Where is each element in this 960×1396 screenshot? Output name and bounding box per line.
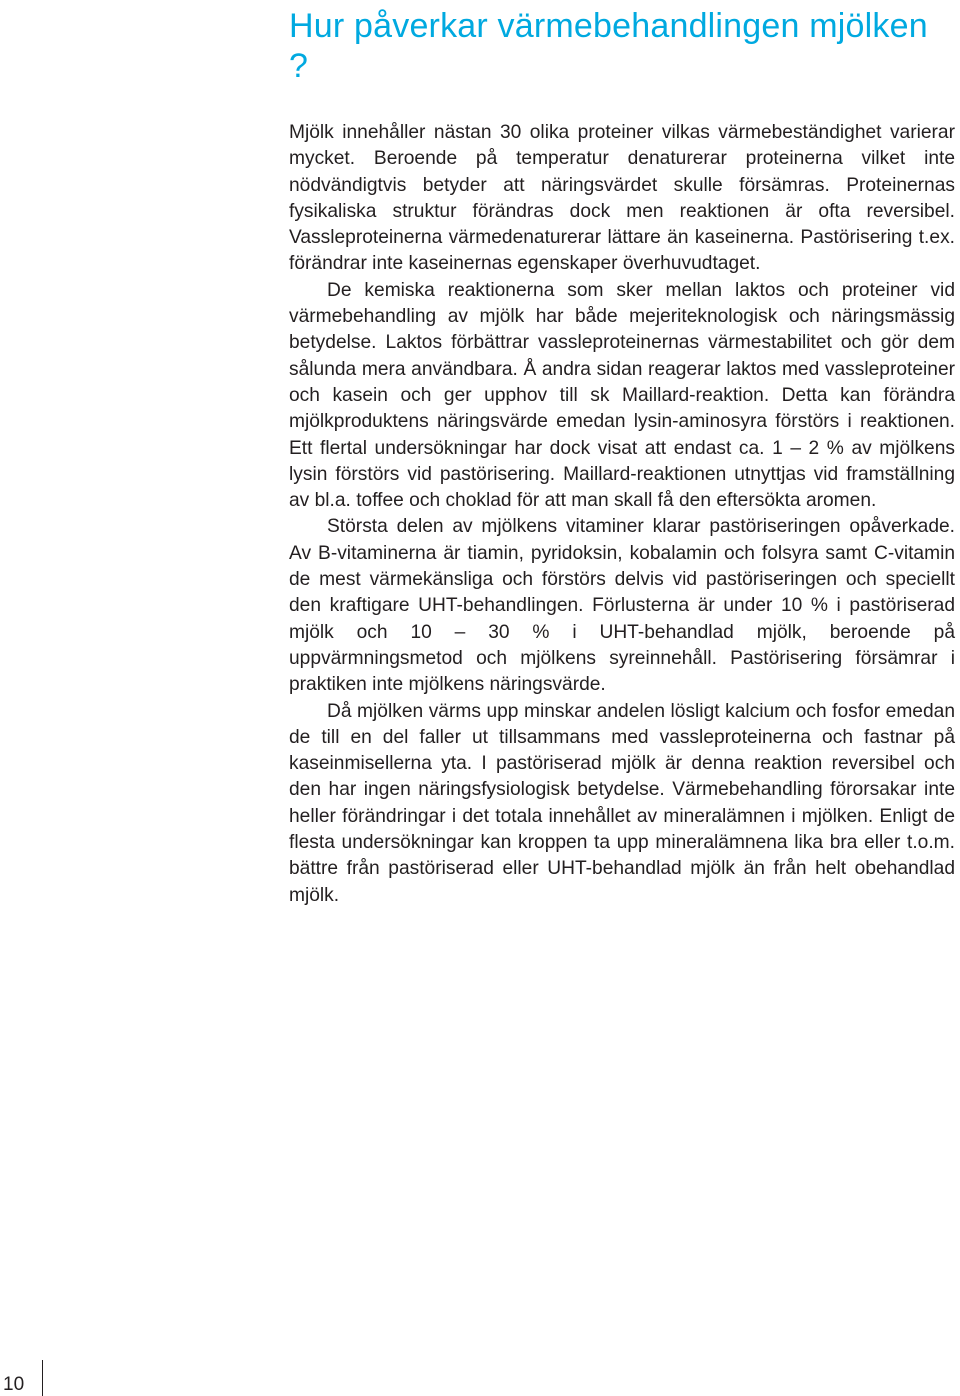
page-number-rule — [42, 1360, 43, 1396]
page-number: 10 — [3, 1374, 25, 1395]
paragraph-vitamins: Största delen av mjölkens vitaminer klarar pastöriseringen opåverkade. Av B-vitaminerna är tiamin, pyridoksin, kobalamin och folsyra samt C-vitamin de mest värmekänsliga och förstörs delvis vid pastöriseringen och speciellt den kraftigare UHT-behandlingen. Förlusterna är under 10 % i pastöriserad mjölk och 10 – 30 % i UHT-behandlad mjölk, beroende på uppvärmningsmetod och mjölkens syreinnehåll. Pastörisering försämrar i praktiken inte mjölkens näringsvärde. — [289, 516, 955, 696]
page-title: Hur påverkar värmebehandlingen mjölken ? — [289, 7, 928, 85]
article — [289, 0, 955, 909]
paragraph-maillard: De kemiska reaktionerna som sker mellan laktos och proteiner vid värmebehandling av mjölk har både mejeriteknologisk och näringsmässig betydelse. Laktos förbättrar vassleproteinernas värmestabilitet och gör dem sålunda mera användbara. Å andra sidan reagerar laktos med vassleproteiner och kasein och ger upphov till sk Maillard-reaktion. Detta kan förändra mjölkproduktens näringsvärde emedan lysin-aminosyra förstörs i reaktionen. Ett flertal undersökningar har dock visat att endast ca. 1 – 2 % av mjölkens lysin förstörs vid pastörisering. Maillard-reaktionen utnyttjas vid framställning av bl.a. toffee och choklad för att man skall få den eftersökta aromen. — [289, 279, 955, 512]
paragraph-minerals: Då mjölken värms upp minskar andelen lösligt kalcium och fosfor emedan de till en del faller ut tillsammans med vassleproteinerna och fastnar på kaseinmisellerna yta. I pastöriserad mjölk är denna reaktion reversibel och den har ingen näringsfysiologisk betydelse. Värmebehandling förorsakar inte heller förändringar i det totala innehållet av mineralämnen i mjölken. Enligt de flesta undersökningar kan kroppen ta upp mineralämnena lika bra eller t.o.m. bättre från pastöriserad eller UHT-behandlad mjölk än från helt obehandlad mjölk. — [289, 700, 955, 906]
paragraph-proteins: Mjölk innehåller nästan 30 olika proteiner vilkas värmebeständighet varierar mycket. Beroende på temperatur denaturerar proteinerna vilket inte nödvändigtvis betyder att näringsvärdet skulle försämras. Proteinernas fysikaliska struktur förändras dock men reaktionen är ofta reversibel. Vassleproteinerna värmedenaturerar lättare än kaseinerna. Pastörisering t.ex. förändrar inte kaseinernas egenskaper överhuvudtaget. — [289, 122, 955, 275]
article-body — [289, 120, 955, 909]
